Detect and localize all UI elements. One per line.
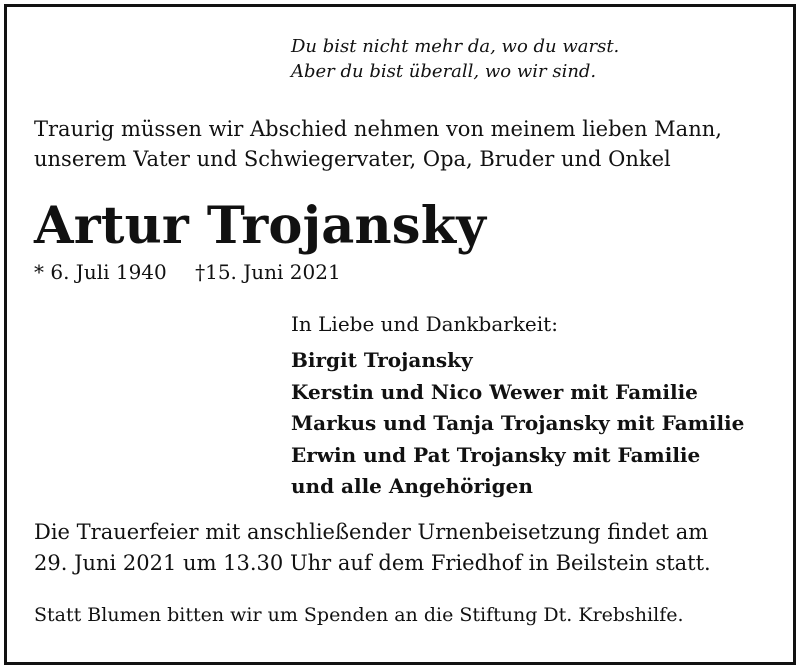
intro-text [34, 114, 722, 174]
donation-request: Statt Blumen bitten wir um Spenden an die Stiftung Dt. Krebshilfe. [34, 604, 684, 626]
mourner-name: Birgit Trojansky [291, 348, 473, 372]
deceased-name: Artur Trojansky [34, 196, 487, 256]
death-date: †15. Juni 2021 [195, 260, 341, 284]
memorial-quote [291, 34, 619, 84]
service-line-2: 29. Juni 2021 um 13.30 Uhr auf dem Friedhof in Beilstein statt. [34, 551, 711, 575]
mourners-list [291, 345, 744, 503]
service-announcement [34, 517, 711, 579]
service-line-1: Die Trauerfeier mit anschließender Urnenbeisetzung findet am [34, 520, 709, 544]
birth-date: * 6. Juli 1940 [34, 260, 167, 284]
intro-line-1: Traurig müssen wir Abschied nehmen von meinem lieben Mann, [34, 117, 722, 141]
quote-line-1: Du bist nicht mehr da, wo du warst. [291, 36, 620, 57]
mourner-name: Kerstin und Nico Wewer mit Familie [291, 379, 698, 404]
mourner-name: Erwin und Pat Trojansky mit Familie [291, 442, 701, 467]
intro-line-2: unserem Vater und Schwiegervater, Opa, Bruder und Onkel [34, 147, 671, 171]
quote-line-2: Aber du bist überall, wo wir sind. [291, 61, 597, 82]
mourner-name: und alle Angehörigen [291, 474, 533, 498]
mourner-name: Markus und Tanja Trojansky mit Familie [291, 411, 745, 435]
mourners-heading: In Liebe und Dankbarkeit: [291, 312, 558, 336]
life-dates [34, 257, 341, 287]
